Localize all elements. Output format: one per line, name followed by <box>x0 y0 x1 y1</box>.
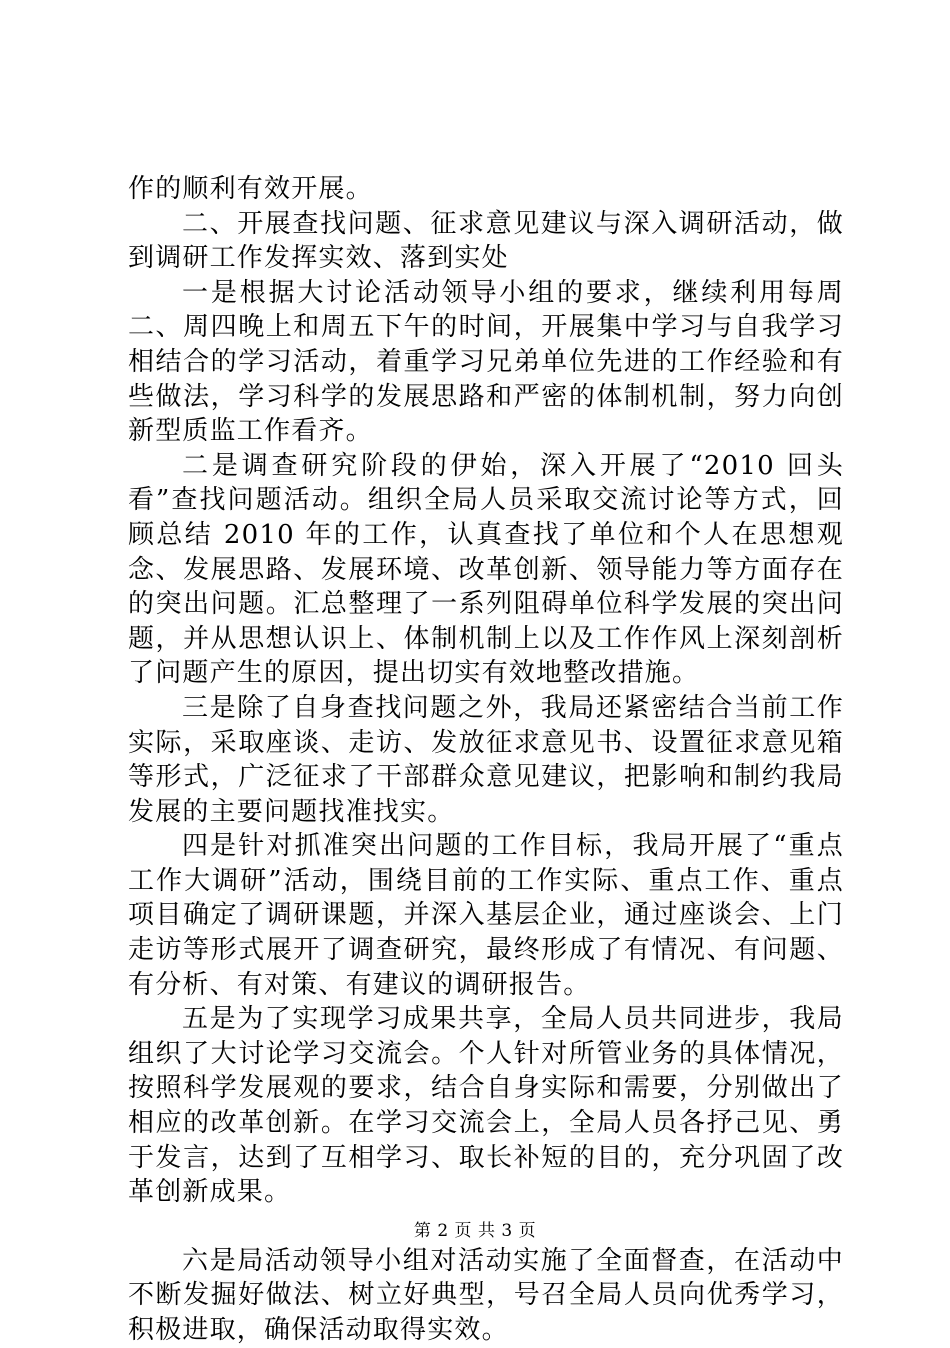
paragraph-item-4: 四是针对抓准突出问题的工作目标，我局开展了“重点工作大调研”活动，围绕目前的工作实际、重点工作、重点项目确定了调研课题，并深入基层企业，通过座谈会、上门走访等形式展开了调查研究，最终形成了有情况、有问题、有分析、有对策、有建议的调研报告。 <box>128 831 844 1000</box>
page-number-footer: 第 2 页 共 3 页 <box>413 1221 537 1241</box>
paragraph-item-5: 五是为了实现学习成果共享，全局人员共同进步，我局组织了大讨论学习交流会。个人针对所管业务的具体情况，按照科学发展观的要求，结合自身实际和需要，分别做出了相应的改革创新。在学习交流会上，全局人员各抒己见、勇于发言，达到了互相学习、取长补短的目的，充分巩固了改革创新成果。 <box>128 1004 844 1208</box>
document-body <box>128 172 844 1348</box>
paragraph-item-1: 一是根据大讨论活动领导小组的要求，继续利用每周二、周四晚上和周五下午的时间，开展集中学习与自我学习相结合的学习活动，着重学习兄弟单位先进的工作经验和有些做法，学习科学的发展思路和严密的体制机制，努力向创新型质监工作看齐。 <box>128 277 844 447</box>
paragraph-item-6: 六是局活动领导小组对活动实施了全面督查，在活动中不断发掘好做法、树立好典型，号召全局人员向优秀学习，积极进取，确保活动取得实效。 <box>128 1245 844 1345</box>
section-heading: 二、开展查找问题、征求意见建议与深入调研活动，做到调研工作发挥实效、落到实处 <box>128 208 844 274</box>
paragraph-item-3: 三是除了自身查找问题之外，我局还紧密结合当前工作实际，采取座谈、走访、发放征求意见书、设置征求意见箱等形式，广泛征求了干部群众意见建议，把影响和制约我局发展的主要问题找准找实。 <box>128 692 844 827</box>
paragraph-continuation: 作的顺利有效开展。 <box>128 174 373 204</box>
paragraph-item-2: 二是调查研究阶段的伊始，深入开展了“2010 回头看”查找问题活动。组织全局人员采取交流讨论等方式，回顾总结 2010 年的工作，认真查找了单位和个人在思想观念、发展思路、发展环境、改革创新、领导能力等方面存在的突出问题。汇总整理了一系列阻碍单位科学发展的突出问题，并从思想认识上、体制机制上以及工作作风上深刻剖析了问题产生的原因，提出切实有效地整改措施。 <box>128 450 844 689</box>
